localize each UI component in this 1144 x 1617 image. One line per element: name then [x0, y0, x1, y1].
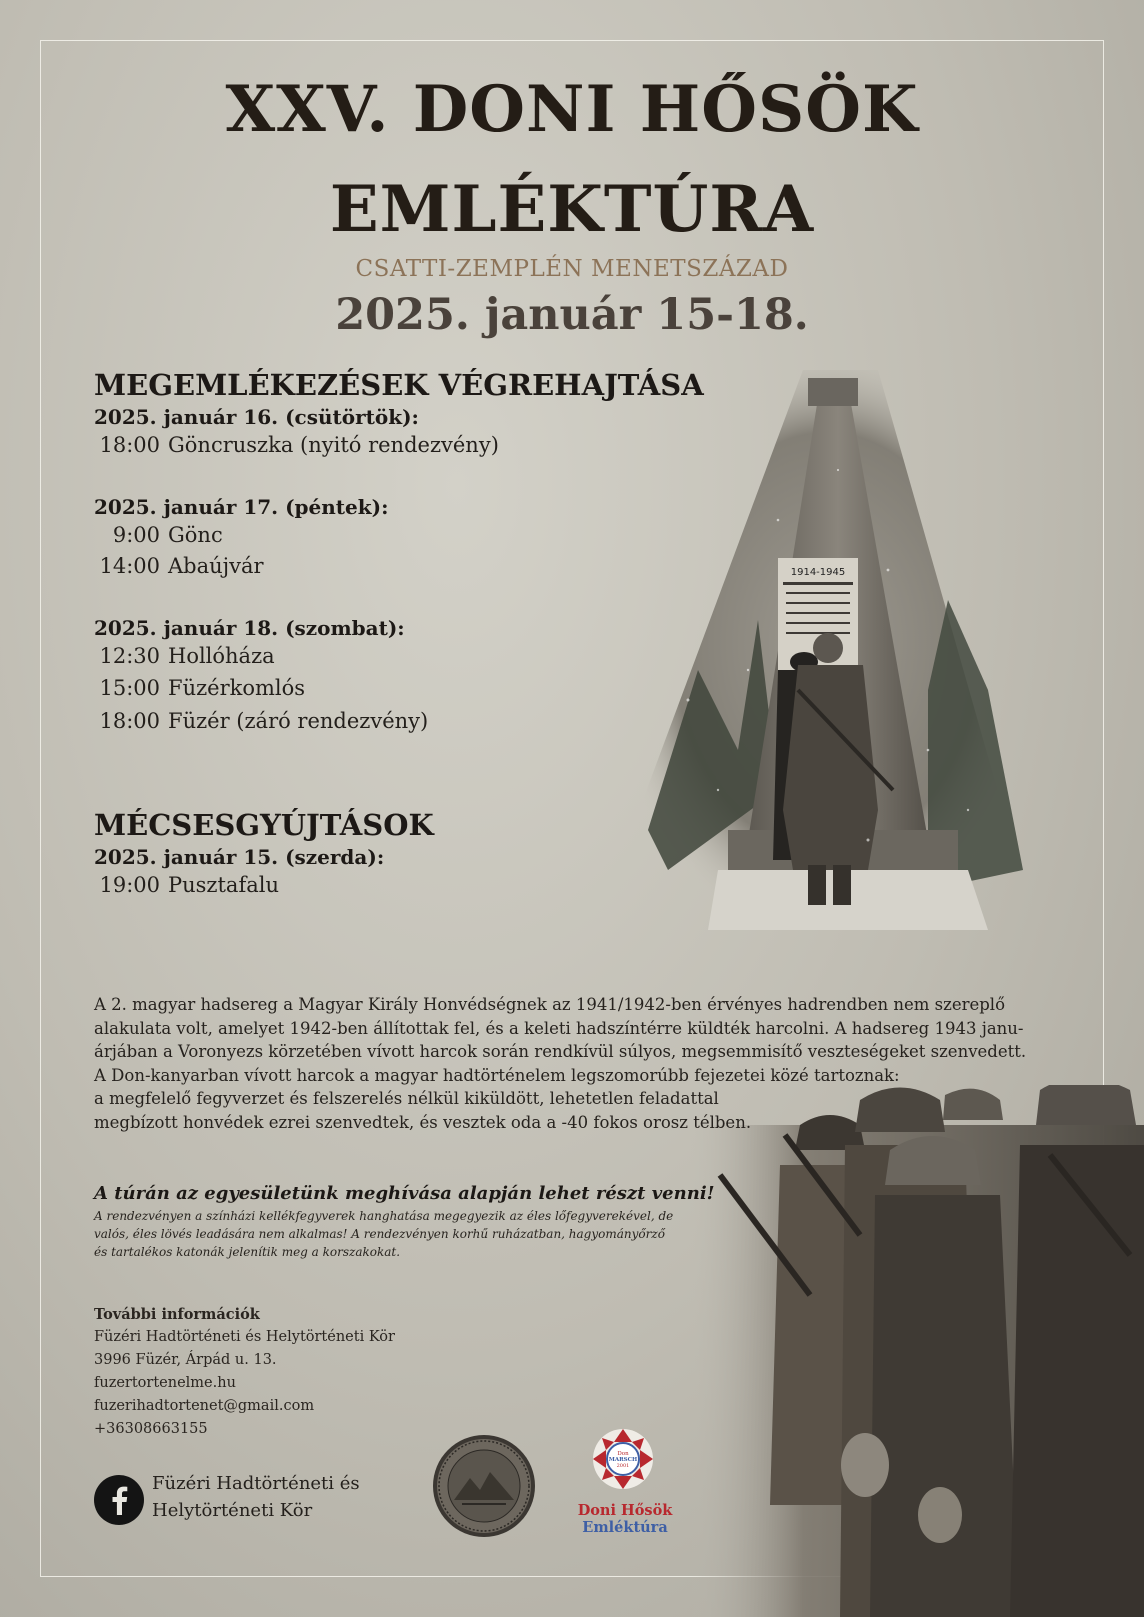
history-paragraph: A 2. magyar hadsereg a Magyar Király Honvédségnek az 1941/1942-ben érvényes hadrendben nem szereplő alakulata volt, amelyet 1942-ben állítottak fel, és a keleti hadszíntérre küldték harcolni. A hadsereg 1943 janu- árjában a Voronyezs körzetében vívott harcok során rendkívül súlyos, megsemmisítő veszteségeket szenvedett. A Don-kanyarban vívott harcok a magyar hadtörténelem legszomorúbb fejezetei közé tartoznak: a megfelelő fegyverzet és felszerelés nélkül kiküldött, lehetetlen feladattal megbízott honvédek ezrei szenvedtek, és vesztek oda a -40 fokos orosz télben. [94, 995, 1027, 1132]
svg-text:MARSCH: MARSCH [608, 1457, 638, 1463]
contact-email[interactable]: fuzerihadtortenet@gmail.com [94, 1398, 315, 1414]
page-title-line1: XXV. DONI HŐSÖK [225, 72, 919, 147]
disclaimer-note: A rendezvényen a színházi kellékfegyverek hanghatása megegyezik az éles lőfegyverekével, de valós, éles lövés leadására nem alkalmas! A rendezvényen korhű ruházatban, hagyományőrző és tartalékos katonák jelenítik meg a korszakokat. [94, 1209, 674, 1259]
seal-emblem-icon [432, 1434, 536, 1538]
contact-org: Füzéri Hadtörténeti és Helytörténeti Kör [94, 1329, 395, 1345]
commemorations-heading: MEGEMLÉKEZÉSEK VÉGREHAJTÁSA [94, 368, 704, 402]
svg-text:Don: Don [617, 1451, 629, 1457]
facebook-icon[interactable] [94, 1475, 144, 1525]
day-heading-jan16: 2025. január 16. (csütörtök): [94, 405, 419, 429]
candles-heading: MÉCSESGYÚJTÁSOK [94, 808, 434, 842]
soldiers-photo [690, 1085, 1144, 1617]
event-dates: 2025. január 15-18. [335, 290, 809, 340]
schedule-row: 18:00 Füzér (záró rendezvény) [99, 709, 429, 733]
facebook-page-name[interactable]: Füzéri Hadtörténeti és Helytörténeti Kör [152, 1473, 360, 1521]
schedule-row: 19:00 Pusztafalu [99, 873, 279, 897]
schedule-row: 14:00 Abaújvár [99, 554, 264, 578]
schedule-row: 15:00 Füzérkomlós [99, 676, 306, 700]
contact-heading: További információk [94, 1306, 260, 1323]
day-heading-jan17: 2025. január 17. (péntek): [94, 495, 389, 519]
schedule-row: 18:00 Göncruszka (nyitó rendezvény) [99, 433, 499, 457]
day-heading-jan18: 2025. január 18. (szombat): [94, 616, 405, 640]
doni-hosok-logo-icon [592, 1428, 654, 1490]
subtitle: CSATTI-ZEMPLÉN MENETSZÁZAD [355, 256, 789, 282]
invitation-notice: A túrán az egyesületünk meghívása alapján lehet részt venni! [94, 1183, 715, 1204]
logo-wordmark: Doni Hősök Emléktúra [577, 1502, 673, 1536]
schedule-row: 12:30 Hollóháza [99, 644, 275, 668]
contact-phone: +36308663155 [94, 1421, 208, 1437]
contact-info [94, 1303, 395, 1441]
monument-plaque-text: 1914-1945 [790, 567, 846, 578]
contact-website[interactable]: fuzertortenelme.hu [94, 1375, 236, 1391]
contact-address: 3996 Füzér, Árpád u. 13. [94, 1352, 277, 1368]
svg-text:2001: 2001 [616, 1463, 630, 1469]
page-title-line2: EMLÉKTÚRA [329, 172, 815, 247]
day-heading-jan15: 2025. január 15. (szerda): [94, 845, 385, 869]
monument-photo [628, 370, 1028, 960]
schedule-row: 9:00 Gönc [112, 523, 223, 547]
